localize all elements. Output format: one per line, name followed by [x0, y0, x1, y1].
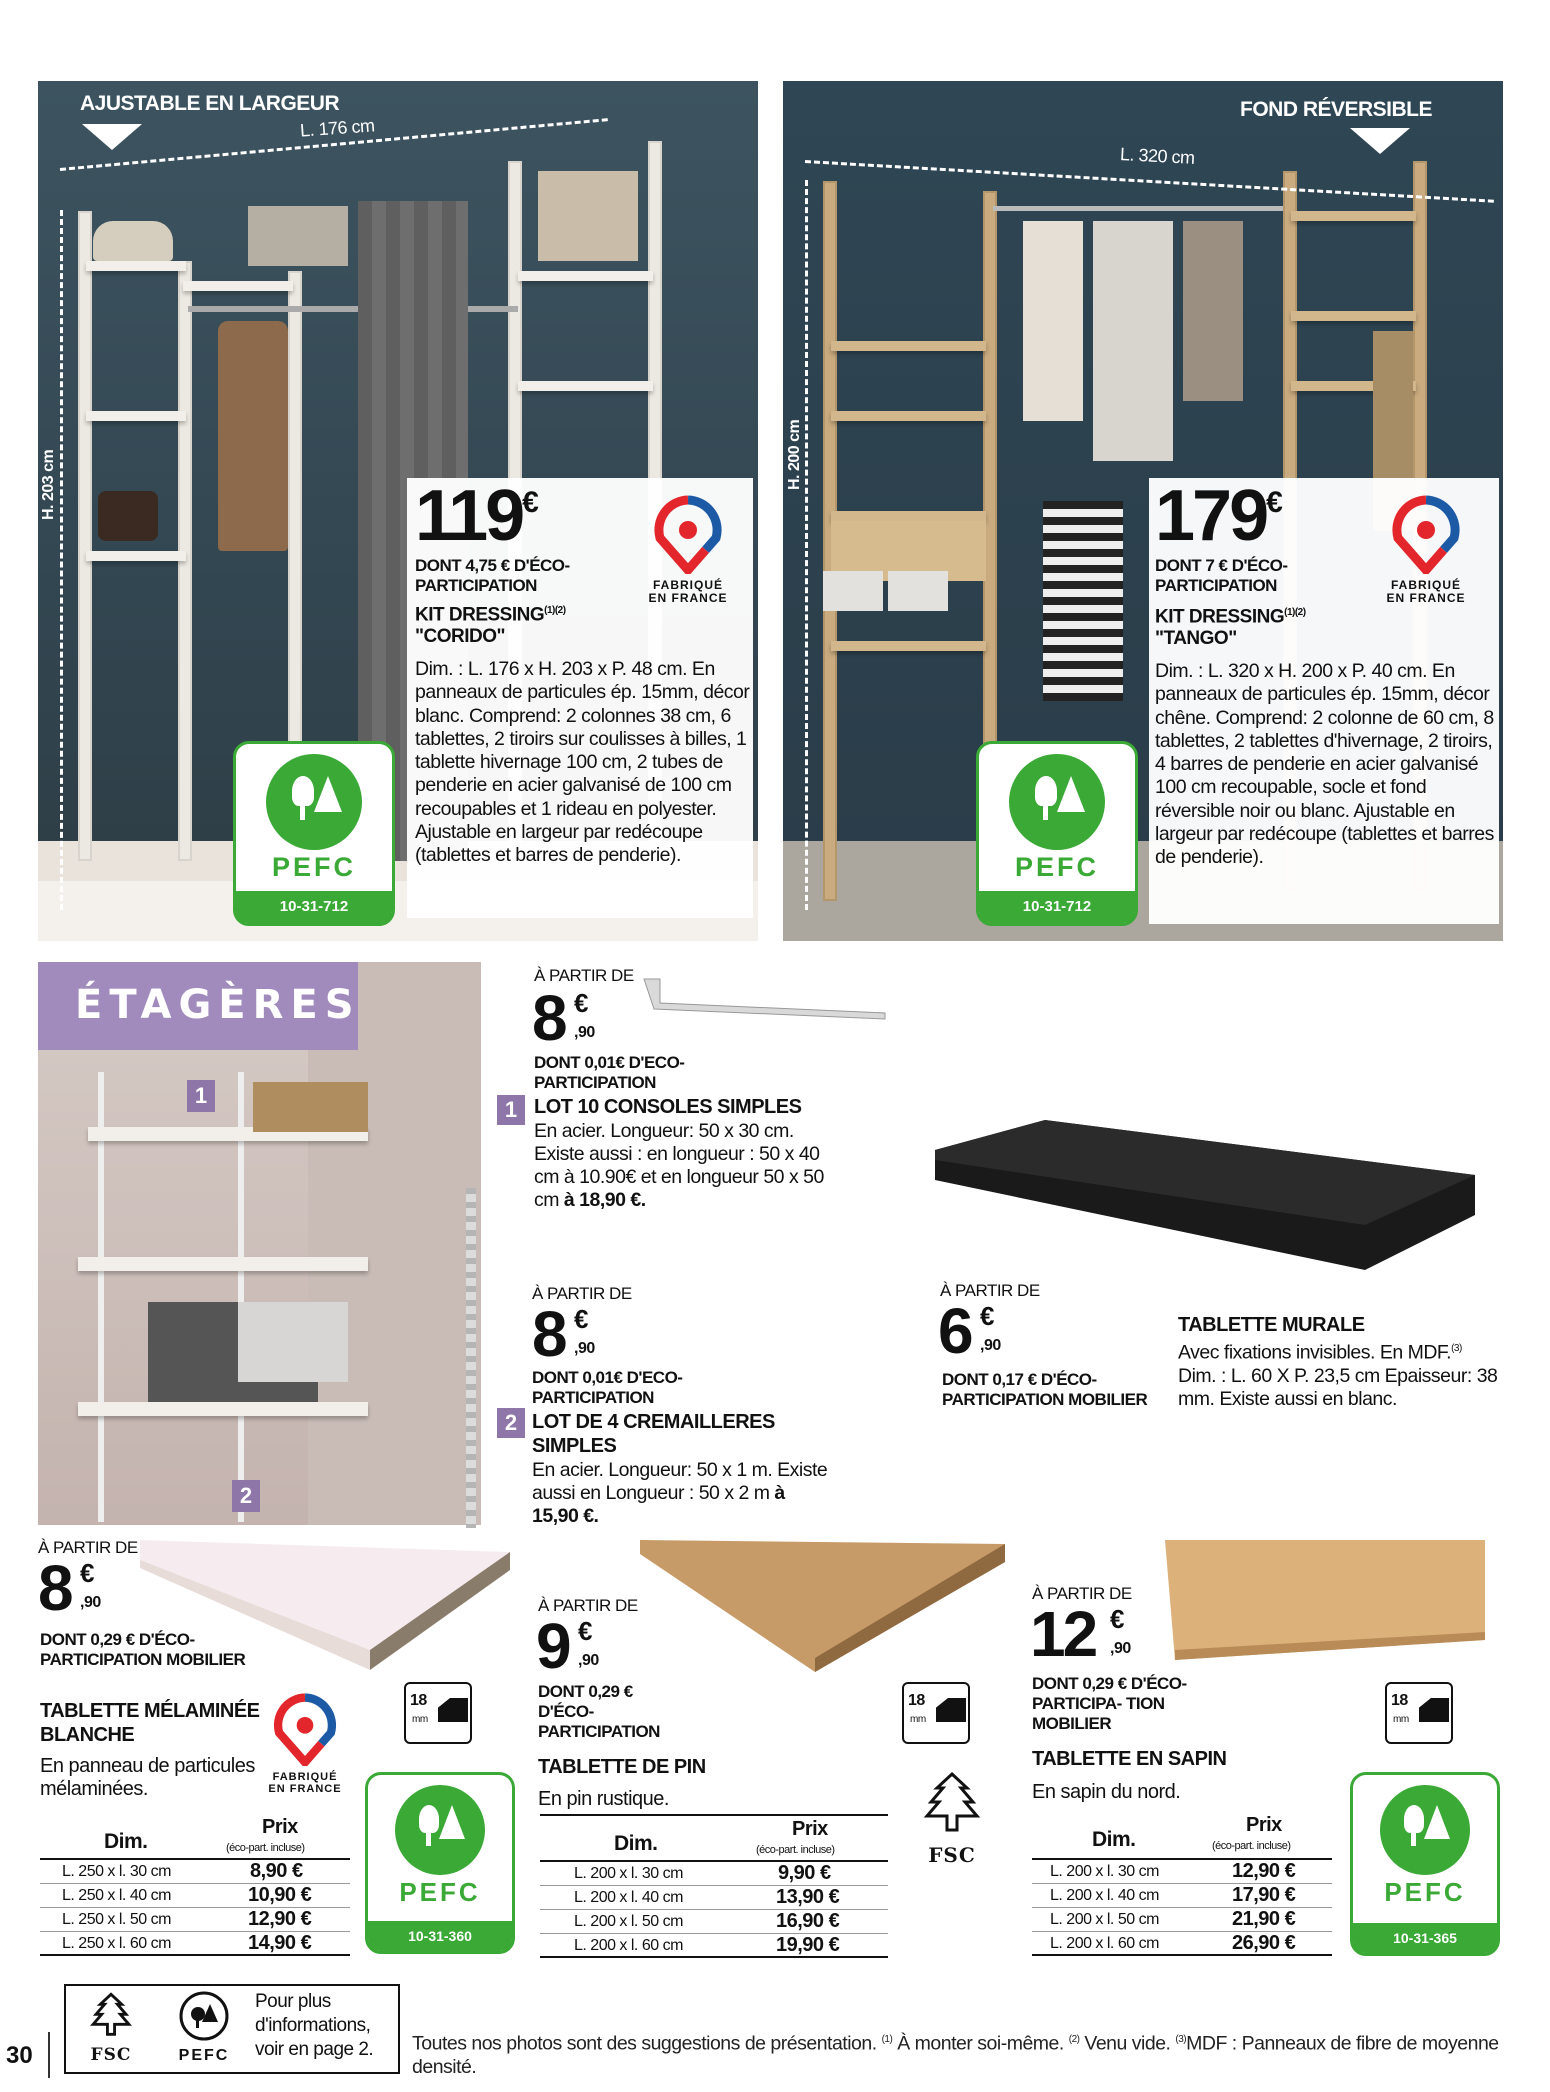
table-row [540, 1934, 888, 1958]
corido-height-label: H. 203 cm [40, 449, 57, 520]
table-cell-price: 12,90 € [248, 1908, 312, 1930]
pin-price-int: 9 [536, 1610, 569, 1682]
pin-col-prix: Prix [792, 1818, 828, 1840]
corido-name-line1: KIT DRESSING [415, 604, 545, 626]
cremailleres-desc-text: En acier. Longueur: 50 x 1 m. Existe aussi en Longueur : 50 x 2 m [532, 1459, 828, 1504]
table-cell-dim: L. 200 x l. 40 cm [1050, 1887, 1159, 1904]
melaminee-rows [40, 1860, 350, 1956]
table-row [1032, 1932, 1332, 1956]
table-row [40, 1884, 350, 1908]
tango-pefc-code: 10-31-712 [979, 891, 1135, 923]
table-row [40, 1860, 350, 1884]
cremailleres-eco: DONT 0,01€ D'ECO-PARTICIPATION [532, 1368, 683, 1407]
tango-pefc-logo [976, 741, 1138, 926]
pin-from: À PARTIR DE [538, 1596, 638, 1615]
tango-pefc-text: PEFC [1014, 852, 1099, 882]
cremailleres-from: À PARTIR DE [532, 1284, 632, 1303]
pin-thickness-unit: mm [910, 1714, 926, 1725]
pin-image [640, 1540, 1005, 1672]
fabrique-en-france-logo [646, 494, 742, 605]
sapin-price [1030, 1598, 1131, 1670]
corido-price-currency: € [522, 486, 539, 519]
consoles-badge: 1 [497, 1095, 525, 1125]
corido-pefc-text: PEFC [271, 852, 356, 882]
tango-name-sup: (1)(2) [1284, 607, 1306, 618]
tango-price-currency: € [1266, 486, 1283, 519]
tablette-murale-image [935, 1120, 1475, 1270]
pin-col-dim: Dim. [614, 1832, 658, 1855]
corido-height-line [60, 210, 63, 910]
table-cell-dim: L. 250 x l. 50 cm [62, 1911, 171, 1928]
tango-banner: FOND RÉVERSIBLE [1240, 98, 1433, 121]
footer-notes [412, 2028, 1512, 2079]
table-cell-price: 19,90 € [776, 1934, 840, 1956]
consoles-price-decimals: ,90 [574, 1024, 595, 1041]
etageres-badge-1: 1 [187, 1080, 215, 1112]
table-cell-price: 12,90 € [1232, 1860, 1296, 1882]
murale-desc-rest: Dim. : L. 60 X P. 23,5 cm Epaisseur: 38 mm. Existe aussi en blanc. [1178, 1364, 1498, 1410]
murale-price [938, 1295, 1001, 1367]
table-row [540, 1910, 888, 1934]
table-cell-price: 9,90 € [778, 1862, 831, 1884]
melaminee-from: À PARTIR DE [38, 1538, 138, 1557]
consoles-eco: DONT 0,01€ D'ECO-PARTICIPATION [534, 1053, 685, 1092]
table-row [40, 1932, 350, 1956]
melaminee-price [38, 1552, 101, 1624]
table-cell-dim: L. 250 x l. 40 cm [62, 1887, 171, 1904]
consoles-from: À PARTIR DE [534, 966, 634, 985]
corido-name-sup: (1)(2) [544, 605, 566, 616]
sapin-description: En sapin du nord. [1032, 1781, 1181, 1803]
etageres-badge-2: 2 [232, 1480, 260, 1512]
etageres-title: ÉTAGÈRES [75, 982, 361, 1028]
sapin-eco: DONT 0,29 € D'ÉCO-PARTICIPA- TION MOBILIER [1032, 1674, 1187, 1733]
table-cell-price: 26,90 € [1232, 1932, 1296, 1954]
melaminee-ff-label: FABRIQUÉ EN FRANCE [268, 1771, 342, 1795]
tango-description: Dim. : L. 320 x H. 200 x P. 40 cm. En panneaux de particules ép. 15mm, décor chêne. Comprend: 2 colonne de 60 cm, 8 tablettes, 2 tablettes d'hivernage, 2 tiroirs, 4 barres de penderie en acier galvanisé 100 cm recoupable, socle et fond réversible noir ou blanc. Ajustable en largeur par redécoupe (tablettes et barres de penderie). [1155, 660, 1494, 869]
melaminee-col-prix: Prix [262, 1816, 298, 1838]
cremailleres-price-int: 8 [532, 1298, 565, 1370]
corido-name-line2: "CORIDO" [415, 626, 506, 648]
corido-pefc-code: 10-31-712 [236, 891, 392, 923]
cremailleres-name: LOT DE 4 CREMAILLERES SIMPLES [532, 1411, 775, 1457]
tango-price-int: 179 [1155, 476, 1267, 556]
corido-name [415, 600, 735, 648]
cremailleres-badge: 2 [497, 1408, 525, 1438]
corido-ff-label: FABRIQUÉ EN FRANCE [648, 578, 728, 605]
murale-price-decimals: ,90 [980, 1337, 1001, 1354]
console-bracket-image [640, 975, 890, 1025]
table-cell-dim: L. 200 x l. 60 cm [574, 1937, 683, 1954]
consoles-price-int: 8 [532, 982, 565, 1054]
melaminee-thickness-icon [404, 1682, 472, 1744]
footer-note-4: MDF : Panneaux de fibre de moyenne densité. [412, 2032, 1499, 2078]
footer-note-3: Venu vide. [1084, 2032, 1171, 2055]
table-cell-dim: L. 200 x l. 60 cm [1050, 1935, 1159, 1952]
fsc-tree-icon [86, 1990, 136, 2040]
page-number-divider [48, 2032, 50, 2078]
footer-pefc-text: PEFC [178, 2047, 230, 2064]
cremailleres-description [532, 1459, 832, 1528]
tango-name-line1: KIT DRESSING [1155, 606, 1285, 628]
table-row [540, 1886, 888, 1910]
tree-icon [395, 1785, 485, 1875]
location-pin-icon [1384, 494, 1468, 574]
melaminee-thickness-unit: mm [412, 1714, 428, 1725]
melaminee-pefc-code: 10-31-360 [368, 1921, 512, 1951]
table-cell-dim: L. 200 x l. 50 cm [1050, 1911, 1159, 1928]
melaminee-price-currency: € [80, 1558, 95, 1588]
sapin-price-int: 12 [1030, 1598, 1096, 1670]
rail-image [466, 1188, 476, 1528]
cremailleres-price [532, 1298, 595, 1370]
murale-price-currency: € [980, 1301, 995, 1331]
table-cell-dim: L. 200 x l. 30 cm [1050, 1863, 1159, 1880]
table-row [1032, 1860, 1332, 1884]
footer-sup-1: (1) [881, 2034, 893, 2045]
sapin-pefc-text: PEFC [1384, 1877, 1466, 1907]
table-cell-dim: L. 200 x l. 50 cm [574, 1913, 683, 1930]
tango-height-line [805, 180, 808, 910]
tango-width-label: L. 320 cm [1119, 144, 1196, 168]
murale-desc-sup: (3) [1451, 1343, 1462, 1354]
pin-name: TABLETTE DE PIN [538, 1756, 706, 1778]
sapin-pefc-logo [1350, 1772, 1500, 1956]
down-arrow-icon [82, 124, 142, 150]
corido-pefc-logo [233, 741, 395, 926]
tango-name-line2: "TANGO" [1155, 628, 1237, 650]
sapin-price-table [1032, 1812, 1332, 1956]
melaminee-price-int: 8 [38, 1552, 71, 1624]
melaminee-price-decimals: ,90 [80, 1594, 101, 1611]
sapin-col-dim: Dim. [1092, 1828, 1136, 1851]
table-cell-price: 21,90 € [1232, 1908, 1296, 1930]
footer-info: Pour plus d'informations, voir en page 2. [255, 1991, 374, 2060]
sapin-pefc-code: 10-31-365 [1353, 1923, 1497, 1953]
table-cell-price: 17,90 € [1232, 1884, 1296, 1906]
melaminee-eco: DONT 0,29 € D'ÉCO-PARTICIPATION MOBILIER [40, 1630, 246, 1669]
pin-thickness: 18 [908, 1692, 925, 1709]
footer-pefc-logo [164, 1990, 244, 2065]
sapin-thickness-icon [1385, 1682, 1453, 1744]
fabrique-en-france-logo [1384, 494, 1480, 605]
location-pin-icon [646, 494, 730, 574]
tree-icon [266, 754, 362, 850]
consoles-name: LOT 10 CONSOLES SIMPLES [534, 1096, 802, 1118]
pin-price [536, 1610, 599, 1682]
pin-price-table [540, 1814, 888, 1958]
consoles-price-currency: € [574, 988, 589, 1018]
pin-price-currency: € [578, 1616, 593, 1646]
corido-description: Dim. : L. 176 x H. 203 x P. 48 cm. En panneaux de particules ép. 15mm, décor blanc. Comprend: 2 colonnes 38 cm, 6 tablettes, 2 tiroirs sur coulisses à billes, 1 tablette hivernage 100 cm, 2 tubes de penderie en acier galvanisé de 100 cm recoupables et 1 rideau en polyester. Ajustable en largeur par redécoupe (tablettes et barres de penderie). [415, 658, 750, 867]
pin-eco: DONT 0,29 € D'ÉCO-PARTICIPATION [538, 1682, 660, 1741]
footer-note-2: À monter soi-même. [897, 2032, 1064, 2055]
tango-price [1155, 476, 1283, 556]
table-cell-dim: L. 250 x l. 60 cm [62, 1935, 171, 1952]
table-cell-price: 10,90 € [248, 1884, 312, 1906]
murale-from: À PARTIR DE [940, 1281, 1040, 1300]
tree-icon [1009, 754, 1105, 850]
table-cell-dim: L. 200 x l. 30 cm [574, 1865, 683, 1882]
melaminee-thickness: 18 [410, 1692, 427, 1709]
sapin-price-currency: € [1110, 1604, 1125, 1634]
pefc-tree-icon [178, 1990, 230, 2042]
fsc-tree-icon [917, 1768, 987, 1838]
melaminee-pefc-logo [365, 1772, 515, 1954]
table-cell-price: 16,90 € [776, 1910, 840, 1932]
footer-sup-2: (2) [1068, 2034, 1080, 2045]
footer-fsc-logo [76, 1990, 146, 2065]
murale-name: TABLETTE MURALE [1178, 1314, 1365, 1336]
tango-name [1155, 602, 1475, 650]
sapin-price-decimals: ,90 [1110, 1640, 1131, 1657]
melaminee-price-table [40, 1816, 350, 1956]
consoles-price [532, 982, 595, 1054]
consoles-description [534, 1120, 844, 1212]
pin-col-prix-sub: (éco-part. incluse) [756, 1844, 835, 1856]
sapin-thickness: 18 [1391, 1692, 1408, 1709]
murale-price-int: 6 [938, 1295, 971, 1367]
fabrique-en-france-logo [265, 1692, 355, 1795]
footer-sup-3: (3) [1175, 2034, 1187, 2045]
table-row [40, 1908, 350, 1932]
table-cell-price: 14,90 € [248, 1932, 312, 1954]
consoles-desc-bold: à 18,90 €. [563, 1189, 646, 1211]
cremailleres-desc-bold: à 15,90 €. [532, 1482, 785, 1527]
location-pin-icon [265, 1692, 345, 1766]
footer-fsc-text: FSC [90, 2045, 132, 2065]
murale-description [1178, 1337, 1508, 1411]
down-arrow-icon [1350, 128, 1410, 154]
table-cell-price: 13,90 € [776, 1886, 840, 1908]
melaminee-description: En panneau de particules mélaminées. [40, 1755, 255, 1800]
pin-fsc-text: FSC [928, 1843, 976, 1867]
sapin-col-prix: Prix [1246, 1814, 1282, 1836]
table-cell-price: 8,90 € [250, 1860, 303, 1882]
sapin-image [1165, 1540, 1485, 1660]
table-row [1032, 1884, 1332, 1908]
tree-icon [1380, 1785, 1470, 1875]
melaminee-col-prix-sub: (éco-part. incluse) [226, 1842, 305, 1854]
corido-price-int: 119 [415, 476, 523, 556]
table-row [1032, 1908, 1332, 1932]
footer-note-1: Toutes nos photos sont des suggestions de présentation. [412, 2032, 877, 2055]
tango-eco: DONT 7 € D'ÉCO-PARTICIPATION [1155, 556, 1288, 595]
corido-eco: DONT 4,75 € D'ÉCO-PARTICIPATION [415, 556, 570, 595]
cremailleres-price-decimals: ,90 [574, 1340, 595, 1357]
pin-price-decimals: ,90 [578, 1652, 599, 1669]
table-cell-dim: L. 200 x l. 40 cm [574, 1889, 683, 1906]
murale-eco: DONT 0,17 € D'ÉCO-PARTICIPATION MOBILIER [942, 1370, 1148, 1409]
consoles-desc-text: En acier. Longueur: 50 x 30 cm. Existe aussi : en longueur : 50 x 40 cm à 10.90€ et en longueur 50 x 50 cm [534, 1120, 824, 1211]
corido-price [415, 476, 539, 556]
tango-ff-label: FABRIQUÉ EN FRANCE [1386, 578, 1466, 605]
murale-desc-line1: Avec fixations invisibles. En MDF. [1178, 1341, 1452, 1364]
sapin-from: À PARTIR DE [1032, 1584, 1132, 1603]
pin-fsc-logo [912, 1768, 992, 1867]
melaminee-col-dim: Dim. [104, 1830, 148, 1853]
table-cell-dim: L. 250 x l. 30 cm [62, 1863, 171, 1880]
cremailleres-price-currency: € [574, 1304, 589, 1334]
pin-thickness-icon [902, 1682, 970, 1744]
sapin-name: TABLETTE EN SAPIN [1032, 1748, 1227, 1770]
table-row [540, 1862, 888, 1886]
page-number: 30 [6, 2042, 33, 2069]
melaminee-pefc-text: PEFC [399, 1877, 481, 1907]
melaminee-name: TABLETTE MÉLAMINÉE BLANCHE [40, 1700, 260, 1746]
corido-width-label: L. 176 cm [299, 115, 376, 141]
sapin-thickness-unit: mm [1393, 1714, 1409, 1725]
tango-height-label: H. 200 cm [786, 419, 803, 490]
pin-description: En pin rustique. [538, 1788, 669, 1810]
corido-width-banner: AJUSTABLE EN LARGEUR [80, 92, 340, 115]
sapin-col-prix-sub: (éco-part. incluse) [1212, 1840, 1291, 1852]
